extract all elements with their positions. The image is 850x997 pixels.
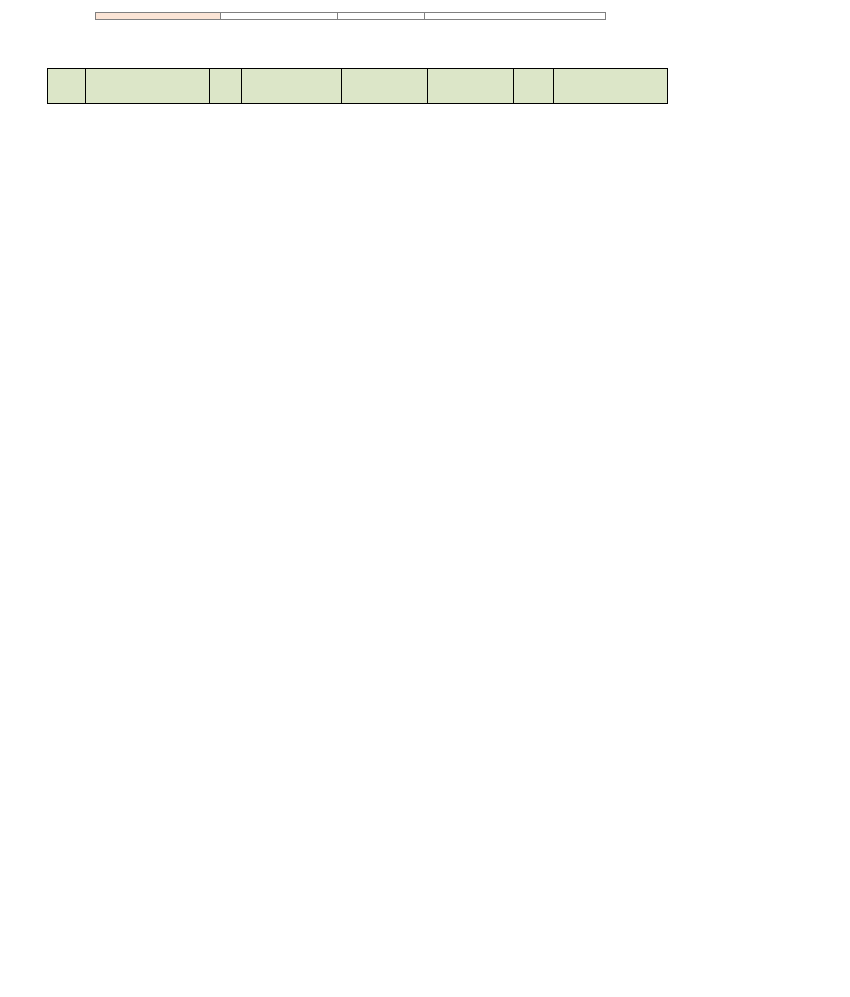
date-cell	[338, 13, 425, 19]
col-header-coefficient[interactable]	[242, 69, 342, 104]
col-header-rank[interactable]	[48, 69, 86, 104]
col-header-job[interactable]	[86, 69, 210, 104]
col-header-weapon-awakening[interactable]	[514, 69, 554, 104]
disclaimer-cell	[425, 13, 605, 19]
col-header-type[interactable]	[210, 69, 242, 104]
author-cell	[221, 13, 338, 19]
col-header-fusion-gear[interactable]	[428, 69, 514, 104]
col-header-epic-gear[interactable]	[342, 69, 428, 104]
col-header-notes[interactable]	[554, 69, 668, 104]
credit-bar	[95, 12, 606, 20]
table-header-row	[48, 69, 668, 104]
maker-cell	[96, 13, 221, 19]
ranking-table	[47, 68, 668, 104]
